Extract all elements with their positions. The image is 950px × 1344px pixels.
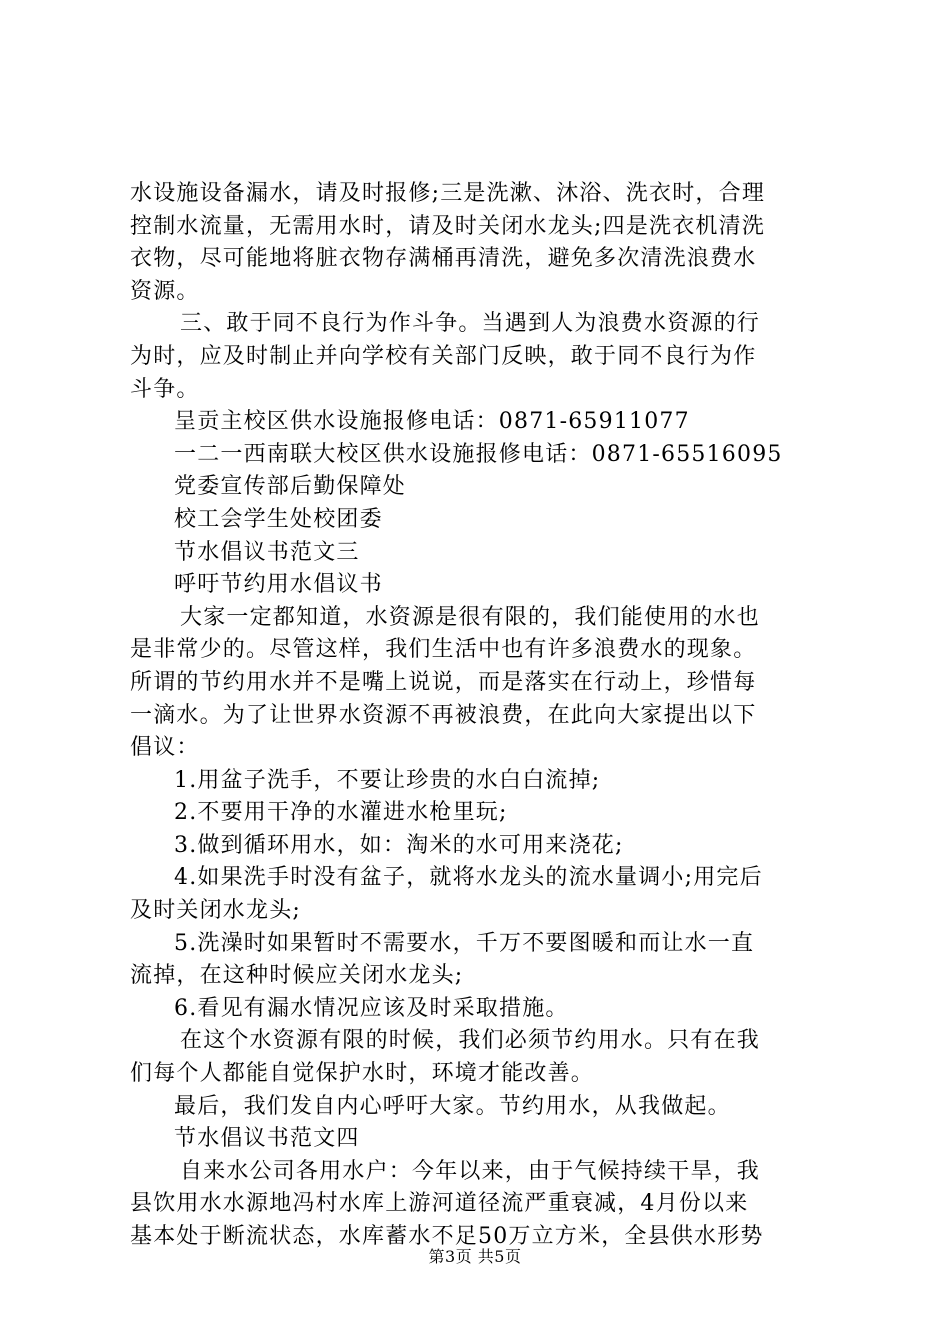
list-item: 3.做到循环用水，如：淘米的水可用来浇花; (174, 832, 624, 858)
text-line: 及时关闭水龙头; (130, 898, 302, 924)
text-line: 校工会学生处校团委 (174, 506, 383, 532)
text-line: 衣物，尽可能地将脏衣物存满桶再清洗，避免多次清洗浪费水 (130, 246, 757, 272)
text-line: 自来水公司各用水户：今年以来，由于气候持续干旱，我 (180, 1158, 761, 1184)
text-line: 们每个人都能自觉保护水时，环境才能改善。 (130, 1061, 595, 1087)
section-heading: 节水倡议书范文四 (174, 1126, 360, 1152)
list-item: 6.看见有漏水情况应该及时采取措施。 (174, 995, 569, 1021)
text-line: 最后，我们发自内心呼吁大家。节约用水，从我做起。 (174, 1093, 731, 1119)
text-line: 在这个水资源有限的时候，我们必须节约用水。只有在我 (180, 1028, 761, 1054)
text-line: 资源。 (130, 278, 200, 304)
text-line: 三、敢于同不良行为作斗争。当遇到人为浪费水资源的行 (180, 311, 761, 337)
text-line: 大家一定都知道，水资源是很有限的，我们能使用的水也 (180, 604, 761, 630)
text-line: 县饮用水水源地冯村水库上游河道径流严重衰减，4月份以来 (130, 1191, 749, 1217)
text-line: 一滴水。为了让世界水资源不再被浪费，在此向大家提出以下 (130, 702, 757, 728)
list-item: 1.用盆子洗手，不要让珍贵的水白白流掉; (174, 767, 601, 793)
list-item: 5.洗澡时如果暂时不需要水，千万不要图暖和而让水一直 (174, 930, 755, 956)
text-line: 倡议： (130, 735, 200, 761)
list-item: 2.不要用干净的水灌进水枪里玩; (174, 800, 508, 826)
text-line: 一二一西南联大校区供水设施报修电话：0871-65516095 (174, 441, 783, 467)
text-line: 呈贡主校区供水设施报修电话：0871-65911077 (174, 409, 690, 435)
text-line: 为时，应及时制止并向学校有关部门反映，敢于同不良行为作 (130, 343, 757, 369)
text-line: 斗争。 (130, 376, 200, 402)
section-title: 呼吁节约用水倡议书 (174, 572, 383, 598)
document-body (130, 178, 830, 1254)
list-item: 4.如果洗手时没有盆子，就将水龙头的流水量调小;用完后 (174, 865, 763, 891)
text-line: 控制水流量，无需用水时，请及时关闭水龙头;四是洗衣机清洗 (130, 213, 766, 239)
text-line: 流掉，在这种时候应关闭水龙头; (130, 963, 464, 989)
text-line: 水设施设备漏水，请及时报修;三是洗漱、沐浴、洗衣时，合理 (130, 181, 766, 206)
section-heading: 节水倡议书范文三 (174, 539, 360, 565)
text-line: 党委宣传部后勤保障处 (174, 474, 407, 500)
page-footer: 第3页 共5页 (428, 1247, 522, 1266)
text-line: 基本处于断流状态，水库蓄水不足50万立方米，全县供水形势 (130, 1224, 764, 1249)
text-line: 是非常少的。尽管这样，我们生活中也有许多浪费水的现象。 (130, 637, 757, 663)
text-line: 所谓的节约用水并不是嘴上说说，而是落实在行动上，珍惜每 (130, 669, 757, 695)
